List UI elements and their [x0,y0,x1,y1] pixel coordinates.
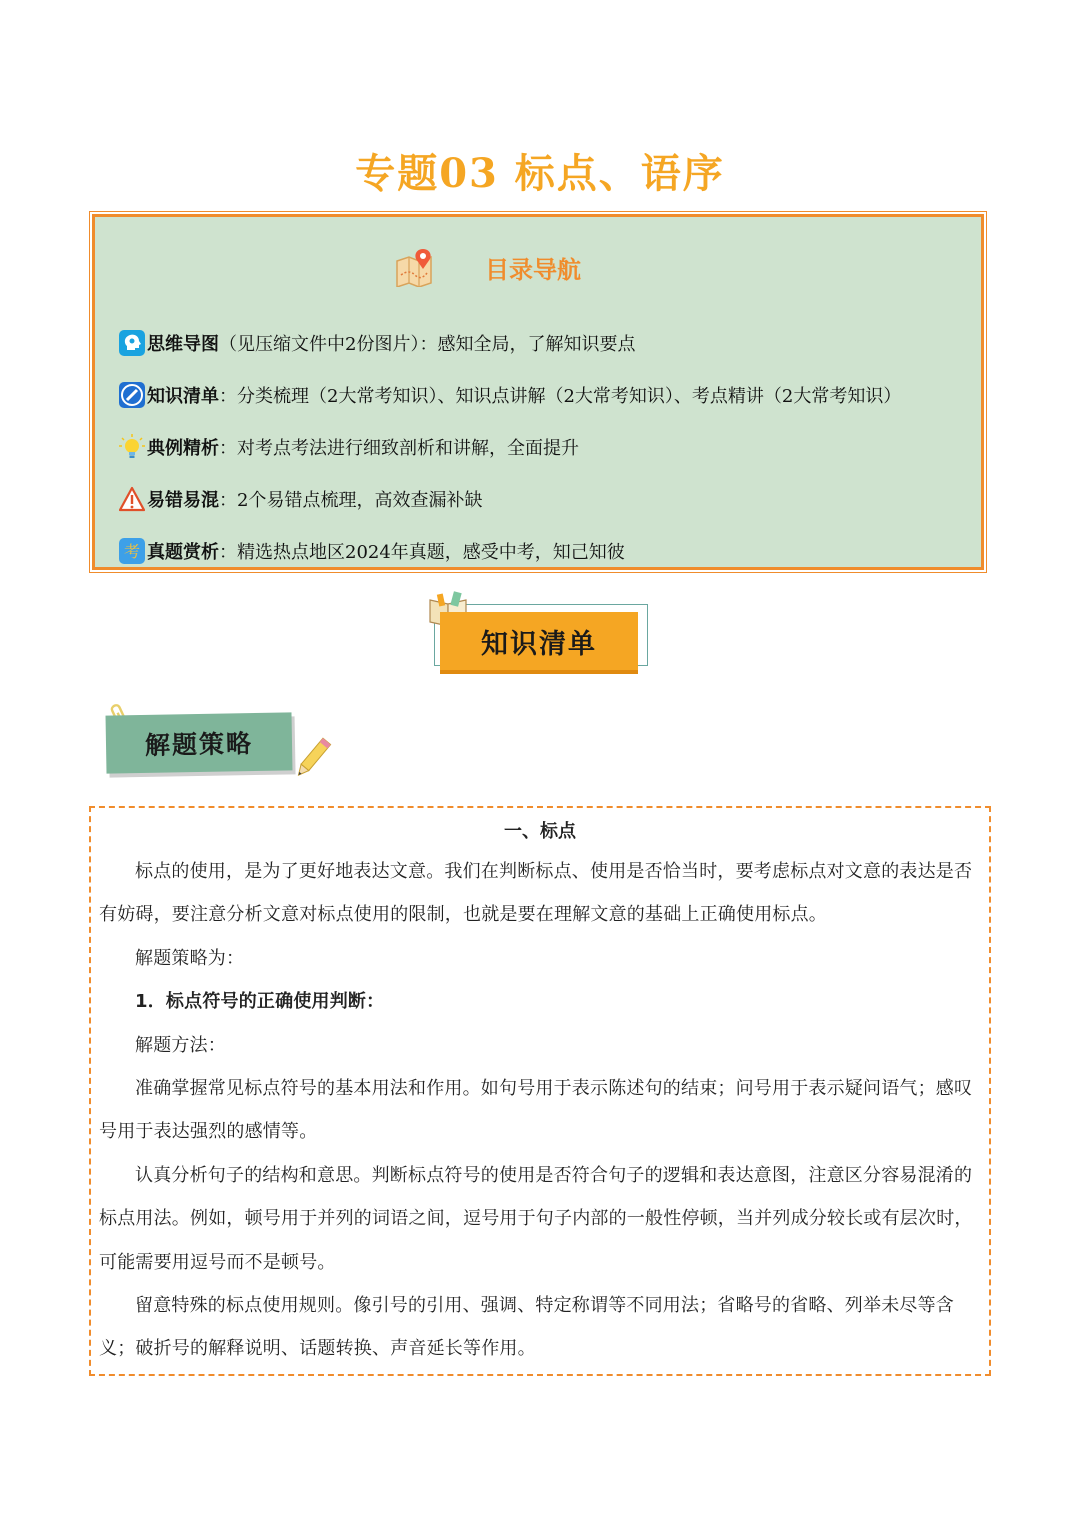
nav-item-mind-map [119,317,979,369]
nav-label: 真题赏析 [147,542,219,563]
strategy-tab-label: 解题策略 [106,712,293,773]
nav-label: 典例精析 [147,438,219,459]
nav-desc: （见压缩文件中2份图片）：感知全局，了解知识要点 [219,334,636,355]
nav-label: 思维导图 [147,334,219,355]
paragraph: 准确掌握常见标点符号的基本用法和作用。如句号用于表示陈述句的结束；问号用于表示疑问语气；感叹号用于表达强烈的感情等。 [99,1078,973,1143]
strategy-content-box [89,806,991,1376]
table-of-contents-box [92,214,984,570]
paragraph: 解题方法： [135,1034,226,1056]
pencil-icon [288,734,336,784]
pencil-circle-icon [119,382,145,408]
nav-item-mistakes [119,473,979,525]
nav-item-examples [119,421,979,473]
knowledge-list-banner [424,590,654,680]
nav-label: 知识清单 [147,386,219,407]
warning-icon [119,486,145,512]
nav-desc: ：2个易错点梳理，高效查漏补缺 [219,490,483,511]
exam-badge-char: 考 [123,542,141,561]
strategy-tab [100,700,340,790]
banner-label: 知识清单 [440,612,638,674]
brain-head-icon [119,330,145,356]
nav-desc: ：对考点考法进行细致剖析和讲解，全面提升 [219,438,579,459]
paragraph: 解题策略为： [135,947,245,969]
exam-badge-icon [119,538,145,564]
nav-desc: ：分类梳理（2大常考知识）、知识点讲解（2大常考知识）、考点精讲（2大常考知识） [219,386,902,407]
nav-title: 目录导航 [485,255,581,284]
page-title: 专题03 标点、语序 [355,150,725,197]
map-pin-icon [395,247,441,287]
nav-item-real-exams [119,525,979,577]
section-title: 一、标点 [504,821,576,842]
nav-heading [395,247,581,287]
paragraph: 认真分析句子的结构和意思。判断标点符号的使用是否符合句子的逻辑和表达意图，注意区分容易混淆的标点用法。例如，顿号用于并列的词语之间，逗号用于句子内部的一般性停顿，当并列成分较长或有层次时，可能需要用逗号而不是顿号。 [99,1164,973,1273]
nav-list [119,317,979,577]
nav-desc: ：精选热点地区2024年真题，感受中考，知己知彼 [219,542,625,563]
nav-item-knowledge-list [119,369,979,421]
subheading: 1．标点符号的正确使用判断： [135,991,385,1013]
paragraph: 留意特殊的标点使用规则。像引号的引用、强调、特定称谓等不同用法；省略号的省略、列举未尽等含义；破折号的解释说明、话题转换、声音延长等作用。 [99,1295,954,1360]
nav-label: 易错易混 [147,490,219,511]
lightbulb-icon [119,434,145,460]
paragraph: 标点的使用，是为了更好地表达文意。我们在判断标点、使用是否恰当时，要考虑标点对文意的表达是否有妨碍，要注意分析文意对标点使用的限制，也就是要在理解文意的基础上正确使用标点。 [99,861,973,926]
